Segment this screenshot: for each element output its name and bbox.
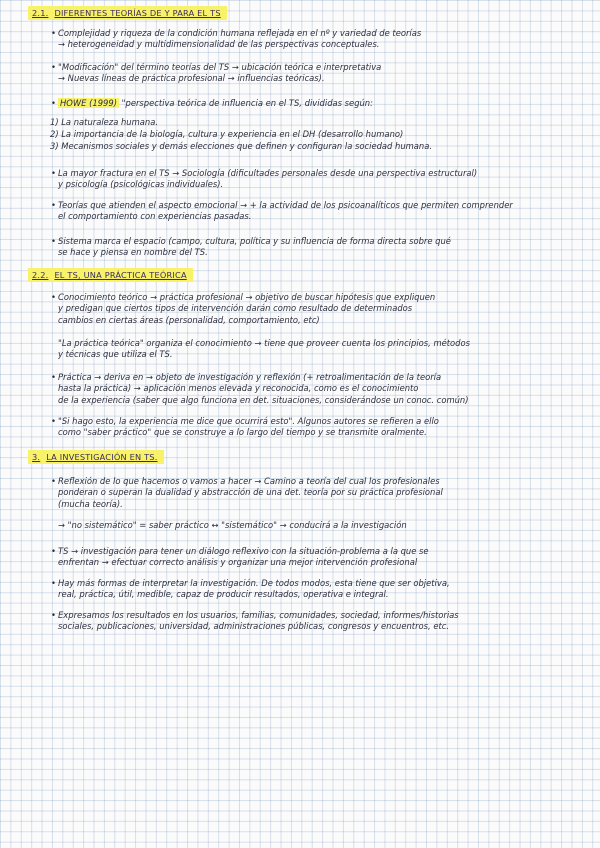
section-title: LA INVESTIGACIÓN EN TS.	[46, 452, 158, 462]
section-number: 2.1.	[32, 8, 49, 18]
note-line: (mucha teoría).	[58, 498, 123, 509]
note-item: • Hay más formas de interpretar la investigación. De todos modos, esta tiene que ser objetiva, real, práctica, útil, medible, capaz de producir resultados, operativa e integral.	[58, 578, 582, 601]
section-heading	[28, 450, 164, 464]
note-item	[58, 520, 582, 531]
numbered-line: 1) La naturaleza humana.	[50, 117, 159, 127]
note-item	[58, 338, 582, 361]
note-line: → Nuevas líneas de práctica profesional → influencias teóricas).	[58, 73, 325, 84]
note-item: • Conocimiento teórico → práctica profesional → objetivo de buscar hipótesis que expliquen y predigan que ciertos tipos de intervención darán como resultado de determinados cambios en ciertas áreas (personalidad, comportamiento, etc)	[58, 292, 582, 326]
section-heading	[28, 268, 193, 282]
note-line: → heterogeneidad y multidimensionalidad de las perspectivas conceptuales.	[58, 39, 380, 50]
note-line: "perspectiva teórica de influencia en el TS, divididas según:	[118, 98, 373, 108]
note-item: • La mayor fractura en el TS → Sociología (dificultades personales desde una perspectiva estructural) y psicología (psicológicas individuales).	[58, 168, 582, 191]
note-line: Hay más formas de interpretar la investigación. De todos modos, esta tiene que ser objetiva,	[58, 578, 450, 588]
note-line: y predigan que ciertos tipos de intervención darán como resultado de determinados	[58, 303, 413, 314]
note-line: sociales, publicaciones, universidad, administraciones públicas, congresos y encuentros, etc.	[58, 621, 450, 632]
note-line: Expresamos los resultados en los usuarios, familias, comunidades, sociedad, informes/historias	[58, 610, 459, 620]
note-line: se hace y piensa en nombre del TS.	[58, 247, 208, 258]
section-heading	[28, 6, 227, 20]
note-item: • HOWE (1999) "perspectiva teórica de influencia en el TS, divididas según:	[51, 98, 373, 108]
note-line: Teorías que atienden el aspecto emocional → + la actividad de los psicoanalíticos que permiten comprender	[58, 200, 513, 210]
note-line: Práctica → deriva en → objeto de investigación y reflexión (+ retroalimentación de la teoría	[58, 372, 442, 382]
section-title: EL TS, UNA PRÁCTICA TEÓRICA	[54, 270, 187, 280]
note-line: Sistema marca el espacio (campo, cultura, política y su influencia de forma directa sobre qué	[58, 236, 451, 246]
note-line: ponderan o superan la dualidad y abstracción de una det. teoría por su práctica profesional	[58, 487, 443, 498]
note-line: "Si hago esto, la experiencia me dice que ocurrirá esto". Algunos autores se refieren a ello	[58, 416, 439, 426]
note-line: hasta la práctica) → aplicación menos elevada y reconocida, como es el conocimiento	[58, 383, 419, 394]
note-line: TS → investigación para tener un diálogo reflexivo con la situación-problema a la que se	[58, 546, 429, 556]
note-item: • Reflexión de lo que hacemos o vamos a hacer → Camino a teoría del cual los profesionales ponderan o superan la dualidad y abstracción de una det. teoría por su práctica profesional (mucha teoría).	[58, 476, 582, 510]
note-item: • TS → investigación para tener un diálogo reflexivo con la situación-problema a la que se enfrentan → efectuar correcto análisis y organizar una mejor intervención profesional	[58, 546, 582, 569]
note-item: • Teorías que atienden el aspecto emocional → + la actividad de los psicoanalíticos que permiten comprender el comportamiento con experiencias pasadas.	[58, 200, 582, 223]
note-line: cambios en ciertas áreas (personalidad, comportamiento, etc)	[58, 314, 320, 325]
note-line: enfrentan → efectuar correcto análisis y organizar una mejor intervención profesional	[58, 557, 418, 568]
note-line: Reflexión de lo que hacemos o vamos a hacer → Camino a teoría del cual los profesionales	[58, 476, 440, 486]
note-line: La mayor fractura en el TS → Sociología (dificultades personales desde una perspectiva estructural)	[58, 168, 478, 178]
note-line: Conocimiento teórico → práctica profesional → objetivo de buscar hipótesis que expliquen	[58, 292, 436, 302]
note-line: y psicología (psicológicas individuales).	[58, 179, 224, 190]
note-item: • "Si hago esto, la experiencia me dice que ocurrirá esto". Algunos autores se refieren a ello como "saber práctico" que se construye a lo largo del tiempo y se transmite oralmente.	[58, 416, 582, 439]
numbered-line: 2) La importancia de la biología, cultura y experiencia en el DH (desarrollo humano)	[50, 129, 404, 139]
note-line: → "no sistemático" = saber práctico ↔ "sistemático" → conducirá a la investigación	[58, 520, 407, 530]
note-line: real, práctica, útil, medible, capaz de producir resultados, operativa e integral.	[58, 589, 389, 600]
note-line: "Modificación" del término teorías del TS → ubicación teórica e interpretativa	[58, 62, 382, 72]
note-line: como "saber práctico" que se construye a lo largo del tiempo y se transmite oralmente.	[58, 427, 427, 438]
note-line: Complejidad y riqueza de la condición humana reflejada en el nº y variedad de teorías	[58, 28, 422, 38]
numbered-line: 3) Mecanismos sociales y demás elecciones que definen y configuran la sociedad humana.	[50, 141, 433, 151]
note-item: • Sistema marca el espacio (campo, cultura, política y su influencia de forma directa sobre qué se hace y piensa en nombre del TS.	[58, 236, 582, 259]
author-highlight: HOWE (1999)	[60, 98, 117, 108]
note-line: de la experiencia (saber que algo funciona en det. situaciones, considerándose un conoc. común)	[58, 394, 469, 405]
section-title: DIFERENTES TEORÍAS DE Y PARA EL TS	[54, 8, 221, 18]
note-line: "La práctica teórica" organiza el conocimiento → tiene que proveer cuenta los principios, métodos	[58, 338, 470, 348]
note-item: • Expresamos los resultados en los usuarios, familias, comunidades, sociedad, informes/historias sociales, publicaciones, universidad, administraciones públicas, congresos y encuentros, etc.	[58, 610, 582, 633]
section-number: 2.2.	[32, 270, 49, 280]
note-item: • Práctica → deriva en → objeto de investigación y reflexión (+ retroalimentación de la teoría hasta la práctica) → aplicación menos elevada y reconocida, como es el conocimiento de la experiencia (saber que algo funciona en det. situaciones, considerándose un conoc. común)	[58, 372, 582, 406]
note-line: y técnicas que utiliza el TS.	[58, 349, 173, 360]
note-item: • "Modificación" del término teorías del TS → ubicación teórica e interpretativa → Nuevas líneas de práctica profesional → influencias teóricas).	[58, 62, 582, 85]
section-number: 3.	[32, 452, 41, 462]
note-item: • Complejidad y riqueza de la condición humana reflejada en el nº y variedad de teorías → heterogeneidad y multidimensionalidad de las perspectivas conceptuales.	[58, 28, 582, 51]
note-line: el comportamiento con experiencias pasadas.	[58, 211, 252, 222]
